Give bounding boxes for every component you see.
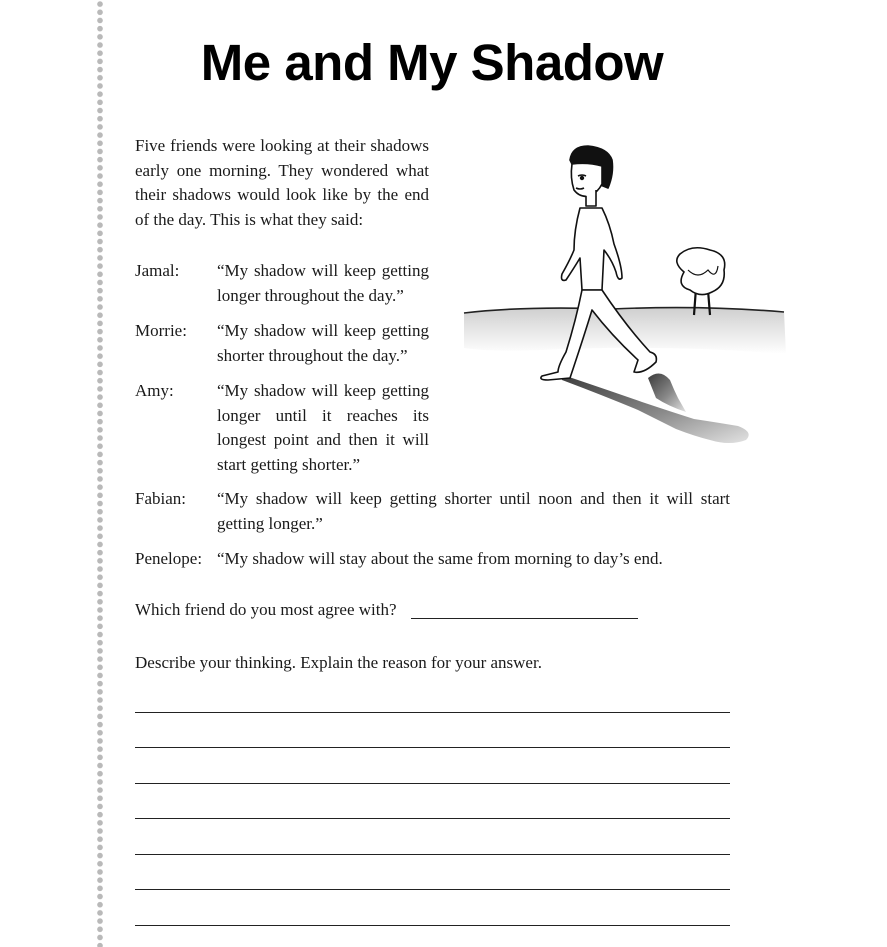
tree-icon (677, 248, 725, 315)
writing-line[interactable] (135, 818, 730, 819)
writing-line[interactable] (135, 783, 730, 784)
agree-question: Which friend do you most agree with? (135, 600, 397, 619)
writing-line[interactable] (135, 854, 730, 855)
speaker-name: Jamal: (135, 261, 180, 280)
speaker-quote: “My shadow will keep getting shorter until noon and then it will start getting longer.” (217, 489, 730, 533)
shadow-illustration (462, 140, 788, 450)
dotted-margin-border (96, 0, 104, 947)
shadow-icon (560, 373, 749, 443)
speaker-quote: “My shadow will keep getting longer until it reaches its longest point and then it will start getting shorter.” (217, 381, 429, 474)
speaker-name: Penelope: (135, 549, 203, 568)
writing-line[interactable] (135, 925, 730, 926)
speaker-quote: “My shadow will keep getting shorter throughout the day.” (217, 321, 429, 365)
writing-line[interactable] (135, 712, 730, 713)
writing-line[interactable] (135, 889, 730, 890)
page-title: Me and My Shadow (200, 34, 664, 91)
intro-paragraph: Five friends were looking at their shadows early one morning. They wondered what their shadows would look like by the end of the day. This is what they said: (135, 136, 429, 229)
speaker-quote: “My shadow will keep getting longer throughout the day.” (217, 261, 429, 305)
speaker-name: Fabian: (135, 489, 186, 508)
speaker-name: Morrie: (135, 321, 187, 340)
speaker-name: Amy: (135, 381, 174, 400)
writing-line[interactable] (135, 747, 730, 748)
answer-blank-line[interactable] (411, 618, 638, 619)
describe-instruction: Describe your thinking. Explain the reason for your answer. (135, 653, 542, 672)
speaker-quote: “My shadow will stay about the same from morning to day’s end. (217, 549, 663, 568)
